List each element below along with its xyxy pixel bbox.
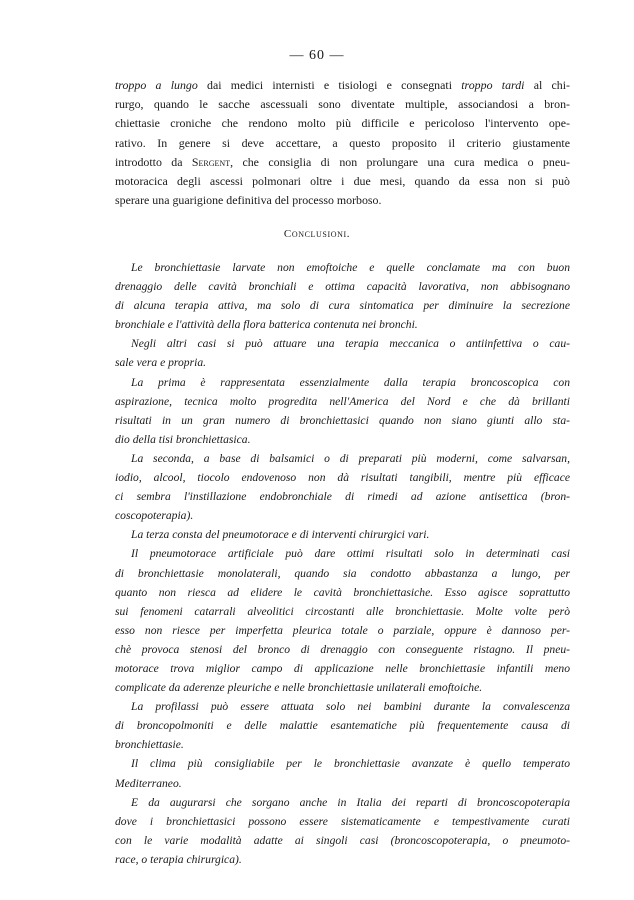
- conclusion-paragraph: [115, 544, 570, 697]
- text-line: sui fenomeni catarrali alveolitici circostanti alle bronchiettasie. Molte volte però: [115, 604, 570, 618]
- conclusion-paragraph: [115, 793, 570, 869]
- text-line: quanto non riesca ad elidere le cavità bronchiettasiche. Esso agisce soprattutto: [115, 585, 570, 599]
- text-line: motorace trova miglior campo di applicazione nelle bronchiettasie infantili meno: [115, 661, 570, 675]
- conclusion-paragraph: [115, 373, 570, 449]
- page-number: — 60 —: [289, 48, 345, 63]
- text-line: [115, 191, 570, 210]
- text-line: [115, 76, 570, 95]
- text-segment: rurgo, quando le sacche ascessuali sono diventate multiple, associandosi a bron-: [115, 97, 570, 112]
- text-line: drenaggio delle cavità bronchiali e ottima capacità lavorativa, non abbisognano: [115, 280, 570, 294]
- text-line: di bronchiettasie monolaterali, quando sia condotto abbastanza a lungo, per: [115, 566, 570, 580]
- text-segment: motoracica degli ascessi polmonari oltre i due mesi, quando da essa non si può: [115, 174, 570, 189]
- text-line: [115, 95, 570, 114]
- text-segment: Sergent: [191, 154, 231, 169]
- text-line: sale vera e propria.: [115, 356, 207, 370]
- text-line: complicate da aderenze pleuriche e nelle bronchiettasie unilaterali emoftoiche.: [115, 681, 483, 695]
- text-line: race, o terapia chirurgica).: [115, 852, 242, 866]
- conclusion-paragraph: [115, 449, 570, 525]
- text-line: [115, 134, 570, 153]
- text-line: [115, 153, 570, 172]
- text-segment: dai medici internisti e tisiologi e consegnati: [197, 78, 462, 92]
- text-segment: al chi-: [524, 78, 570, 92]
- text-line: La profilassi può essere attuata solo nei bambini durante la convalescenza: [131, 700, 570, 714]
- text-line: Il pneumotorace artificiale può dare ottimi risultati solo in determinati casi: [131, 547, 570, 561]
- text-line: di broncopolmoniti e delle malattie esantematiche più frequentemente causa di: [115, 719, 570, 733]
- text-line: Negli altri casi si può attuare una terapia meccanica o antiinfettiva o cau-: [131, 337, 570, 351]
- text-segment: introdotto da: [115, 154, 192, 169]
- section-heading: Conclusioni.: [283, 228, 351, 240]
- text-line: con le varie modalità adatte ai singoli casi (broncoscopoterapia, o pneumoto-: [115, 833, 570, 847]
- text-segment: rativo. In genere si deve accettare, a questo proposito il criterio giustamente: [115, 135, 570, 150]
- conclusion-paragraph: [115, 334, 570, 372]
- text-line: Mediterraneo.: [115, 776, 182, 790]
- conclusion-paragraph: [115, 525, 570, 544]
- text-line: coscopoterapia).: [115, 509, 194, 523]
- text-segment: troppo a lungo: [115, 78, 198, 92]
- text-line: risultati in un gran numero di bronchiettasici quando non siano giunti allo sta-: [115, 413, 570, 427]
- text-line: aspirazione, tecnica molto progredita nell'America del Nord e che dà brillanti: [115, 394, 570, 408]
- text-line: [115, 114, 570, 133]
- text-line: esso non riesce per imperfetta pleurica totale o parziale, oppure è dannoso per-: [115, 623, 570, 637]
- text-line: ci sembra l'instillazione endobronchiale di rimedi ad azione antisettica (bron-: [115, 490, 570, 504]
- conclusion-paragraph: [115, 697, 570, 754]
- text-line: La terza consta del pneumotorace e di interventi chirurgici vari.: [131, 528, 430, 542]
- text-line: bronchiale e l'attività della flora batterica contenuta nei bronchi.: [115, 318, 418, 332]
- text-line: Le bronchiettasie larvate non emoftoiche e quelle conclamate ma con buon: [131, 261, 570, 274]
- text-line: dio della tisi bronchiettasica.: [115, 432, 251, 446]
- text-line: iodio, alcool, tiocolo endovenoso non dà risultati tangibili, mentre più efficace: [115, 471, 570, 485]
- text-segment: chiettasie croniche che rendono molto più difficile e pericoloso l'intervento ope-: [115, 116, 570, 131]
- text-line: Il clima più consigliabile per le bronchiettasie avanzate è quello temperato: [131, 757, 570, 771]
- text-line: chè provoca stenosi del bronco di drenaggio con conseguente ristagno. Il pneu-: [115, 642, 570, 656]
- text-line: La prima è rappresentata essenzialmente dalla terapia broncoscopica con: [131, 375, 570, 389]
- conclusion-paragraph: [115, 258, 570, 334]
- text-line: bronchiettasie.: [115, 738, 184, 752]
- conclusions-section: [115, 258, 570, 869]
- text-line: [115, 172, 570, 191]
- text-segment: sperare una guarigione definitiva del processo morboso.: [115, 193, 382, 208]
- intro-paragraph: [115, 76, 570, 210]
- text-line: di alcuna terapia attiva, ma solo di cura sintomatica per diminuire la secrezione: [115, 299, 570, 313]
- text-segment: troppo tardi: [461, 78, 525, 92]
- text-line: dove i bronchiettasici possono essere sistematicamente e tempestivamente curati: [115, 814, 570, 828]
- text-line: La seconda, a base di balsamici o di preparati più moderni, come salvarsan,: [131, 451, 570, 465]
- text-segment: , che consiglia di non prolungare una cura medica o pneu-: [230, 154, 570, 169]
- text-line: E da augurarsi che sorgano anche in Italia dei reparti di broncoscopoterapia: [131, 795, 570, 809]
- conclusion-paragraph: [115, 754, 570, 792]
